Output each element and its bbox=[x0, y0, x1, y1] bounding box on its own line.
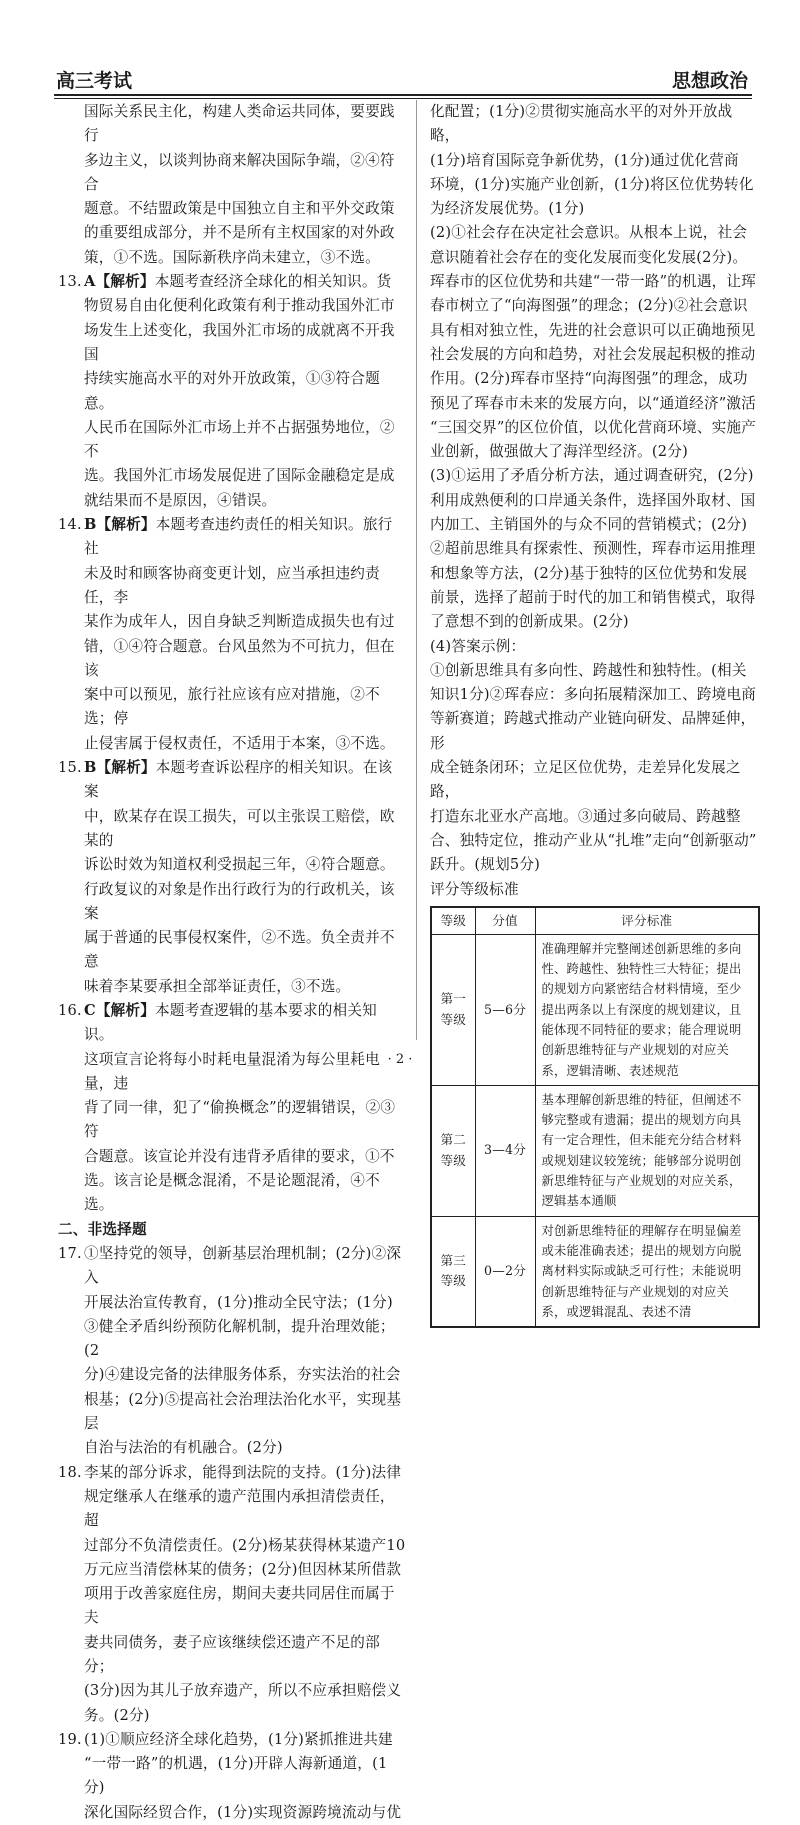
question-number: 17. bbox=[58, 1244, 82, 1262]
question-18 bbox=[58, 1461, 406, 1728]
answer-key: C【解析】 bbox=[84, 1001, 155, 1019]
criteria-cell: 对创新思维特征的理解存在明显偏差或未能准确表述；提出的规划方向脱离材料实际或缺乏可行性；未能说明创新思维特征与产业规划的对应关系，或逻辑混乱、表述不清 bbox=[535, 1216, 759, 1327]
text-line: 案中可以预见，旅行社应该有应对措施，②不选；停 bbox=[84, 686, 380, 728]
text-line: 持续实施高水平的对外开放政策，①③符合题意。 bbox=[84, 370, 380, 412]
text-line: 前景，选择了超前于时代的加工和销售模式，取得 bbox=[430, 588, 756, 606]
q12-continuation bbox=[58, 100, 406, 270]
text-line: 物贸易自由化便利化政策有利于推动我国外汇市 bbox=[84, 297, 395, 315]
text-line: 本题考查经济全球化的相关知识。货 bbox=[154, 273, 392, 291]
text-line: 策，①不选。国际新秩序尚未建立，③不选。 bbox=[84, 248, 380, 266]
question-number: 19. bbox=[58, 1730, 82, 1748]
text-line: 了意想不到的创新成果。(2分) bbox=[430, 613, 629, 631]
text-line: 开展法治宣传教育，(1分)推动全民守法；(1分) bbox=[84, 1293, 393, 1311]
text-line: 合、独特定位，推动产业从“扎堆”走向“创新驱动” bbox=[430, 831, 757, 849]
header-rule-thin bbox=[54, 98, 752, 99]
text-line: 国际关系民主化，构建人类命运共同体，要要践行 bbox=[84, 103, 395, 145]
text-line: 选。我国外汇市场发展促进了国际金融稳定是成 bbox=[84, 467, 395, 485]
text-line: 行政复议的对象是作出行政行为的行政机关，该案 bbox=[84, 880, 395, 922]
text-line: 妻共同债务，妻子应该继续偿还遗产不足的部分； bbox=[84, 1633, 380, 1675]
text-line: 打造东北亚水产高地。③通过多向破局、跨越整 bbox=[430, 807, 741, 825]
text-line: 为经济发展优势。(1分) bbox=[430, 200, 585, 218]
text-line: ①创新思维具有多向性、跨越性和独特性。(相关 bbox=[430, 661, 747, 679]
level-cell: 第二等级 bbox=[431, 1085, 475, 1216]
text-line: 这项宣言论将每小时耗电量混淆为每公里耗电量，违 bbox=[84, 1050, 380, 1092]
text-line: 化配置；(1分)②贯彻实施高水平的对外开放战略， bbox=[430, 103, 733, 145]
grading-table-wrap bbox=[430, 906, 760, 1328]
text-line: 合题意。该宣论并没有违背矛盾律的要求，①不 bbox=[84, 1147, 395, 1165]
left-column bbox=[58, 100, 406, 1825]
criteria-cell: 准确理解并完整阐述创新思维的多向性、跨越性、独特性三大特征；提出的规划方向紧密结合材料情境，至少提出两条以上有深度的规划建议，且能体现不同特征的要求；能合理说明创新思维特征与产业规划的对应关系，逻辑清晰、表述规范 bbox=[535, 934, 759, 1085]
text-line: 预见了珲春市未来的发展方向，以“通道经济”激活 bbox=[430, 394, 756, 412]
text-line: 分)④建设完备的法律服务体系，夯实法治的社会 bbox=[84, 1366, 401, 1384]
question-15 bbox=[58, 756, 406, 999]
text-line: 社会发展的方向和趋势，对社会发展起积极的推动 bbox=[430, 345, 756, 363]
text-line: 本题考查逻辑的基本要求的相关知识。 bbox=[84, 1001, 377, 1044]
text-line: 背了同一律，犯了“偷换概念”的逻辑错误，②③符 bbox=[84, 1099, 396, 1141]
right-column bbox=[430, 100, 760, 1328]
section-heading: 二、非选择题 bbox=[58, 1220, 147, 1238]
question-16 bbox=[58, 999, 406, 1218]
text-line: “一带一路”的机遇，(1分)开辟人海新通道，(1分) bbox=[84, 1755, 388, 1797]
text-line: 题意。不结盟政策是中国独立自主和平外交政策 bbox=[84, 200, 395, 218]
q19-part1-continuation bbox=[430, 100, 760, 221]
answer-key: B【解析】 bbox=[84, 516, 156, 534]
text-line: 多边主义，以谈判协商来解决国际争端，②④符合 bbox=[84, 151, 395, 193]
text-line: 具有相对独立性，先进的社会意识可以正确地预见 bbox=[430, 321, 756, 339]
level-cell: 第一等级 bbox=[431, 934, 475, 1085]
column-header: 分值 bbox=[475, 907, 535, 935]
header-rule bbox=[54, 94, 752, 96]
text-line: 意识随着社会存在的变化发展而变化发展(2分)。 bbox=[430, 248, 748, 266]
text-line: 规定继承人在继承的遗产范围内承担清偿责任，超 bbox=[84, 1487, 395, 1530]
text-line: 就结果而不是原因，④错误。 bbox=[84, 491, 277, 509]
table-header-row bbox=[431, 907, 759, 935]
text-line: 自治与法治的有机融合。(2分) bbox=[84, 1439, 283, 1457]
question-number: 14. bbox=[58, 516, 82, 534]
criteria-cell: 基本理解创新思维的特征，但阐述不够完整或有遗漏；提出的规划方向具有一定合理性，但未能充分结合材料或规划建议较笼统；能够部分说明创新思维特征与产业规划的对应关系，逻辑基本通顺 bbox=[535, 1085, 759, 1216]
text-line: 人民币在国际外汇市场上并不占据强势地位，②不 bbox=[84, 418, 395, 461]
subject-title: 思想政治 bbox=[671, 70, 748, 92]
text-line: 的重要组成部分，并不是所有主权国家的对外政 bbox=[84, 224, 395, 242]
text-line: 未及时和顾客协商变更计划，应当承担违约责任，李 bbox=[84, 564, 380, 606]
text-line: “三国交界”的区位价值，以优化营商环境、实施产 bbox=[430, 418, 756, 436]
text-line: 深化国际经贸合作，(1分)实现资源跨境流动与优 bbox=[84, 1803, 402, 1821]
text-line: 业创新，做强做大了海洋型经济。(2分) bbox=[430, 443, 688, 461]
text-line: (1)①顺应经济全球化趋势，(1分)紧抓推进共建 bbox=[84, 1730, 393, 1748]
text-line: 属于普通的民事侵权案件，②不选。负全责并不意 bbox=[84, 929, 395, 971]
question-17 bbox=[58, 1242, 406, 1461]
text-line: 成全链条闭环；立足区位优势，走差异化发展之路， bbox=[430, 759, 741, 801]
text-line: (3分)因为其儿子放弃遗产，所以不应承担赔偿义 bbox=[84, 1682, 402, 1700]
text-line: (1分)培育国际竞争新优势，(1分)通过优化营商 bbox=[430, 151, 739, 169]
text-line: 止侵害属于侵权责任，不适用于本案，③不选。 bbox=[84, 734, 395, 752]
question-13 bbox=[58, 270, 406, 513]
text-line: (4)答案示例： bbox=[430, 637, 526, 655]
score-cell: 0—2分 bbox=[475, 1216, 535, 1327]
column-divider bbox=[416, 100, 417, 1040]
text-line: 李某的部分诉求，能得到法院的支持。(1分)法律 bbox=[84, 1463, 402, 1481]
text-line: 作用。(2分)珲春市坚持“向海图强”的理念，成功 bbox=[430, 370, 748, 388]
text-line: 选。该言论是概念混淆，不是论题混淆，④不选。 bbox=[84, 1172, 380, 1214]
table-title: 评分等级标准 bbox=[430, 880, 519, 898]
text-line: 内加工、主销国外的与众不同的营销模式；(2分) bbox=[430, 516, 748, 534]
text-line: 务。(2分) bbox=[84, 1706, 150, 1724]
column-header: 等级 bbox=[431, 907, 475, 935]
text-line: 春市树立了“向海图强”的理念；(2分)②社会意识 bbox=[430, 297, 748, 315]
text-line: ②超前思维具有探索性、预测性，珲春市运用推理 bbox=[430, 540, 756, 558]
text-line: 知识1分)②珲春应：多向拓展精深加工、跨境电商 bbox=[430, 686, 757, 704]
text-line: 项用于改善家庭住房，期间夫妻共同居住而属于夫 bbox=[84, 1585, 395, 1627]
text-line: 某作为成年人，因自身缺乏判断造成损失也有过 bbox=[84, 613, 395, 631]
answer-key: A【解析】 bbox=[84, 273, 155, 291]
question-number: 16. bbox=[58, 1001, 82, 1019]
grading-table bbox=[430, 906, 760, 1328]
q19-part3 bbox=[430, 464, 760, 634]
text-line: 跃升。(规划5分) bbox=[430, 856, 541, 874]
text-line: 和想象等方法，(2分)基于独特的区位优势和发展 bbox=[430, 564, 748, 582]
text-line: (3)①运用了矛盾分析方法，通过调查研究，(2分) bbox=[430, 467, 754, 485]
text-line: 本题考查诉讼程序的相关知识。在该案 bbox=[84, 759, 393, 801]
text-line: 环境，(1分)实施产业创新，(1分)将区位优势转化 bbox=[430, 175, 754, 193]
q19-part2 bbox=[430, 221, 760, 464]
table-row bbox=[431, 1216, 759, 1327]
text-line: (2)①社会存在决定社会意识。从根本上说，社会 bbox=[430, 224, 748, 242]
text-line: 本题考查违约责任的相关知识。旅行社 bbox=[84, 516, 393, 558]
text-line: 中，欧某存在误工损失，可以主张误工赔偿，欧某的 bbox=[84, 807, 395, 849]
question-number: 13. bbox=[58, 273, 82, 291]
text-line: 错，①④符合题意。台风虽然为不可抗力，但在该 bbox=[84, 637, 395, 679]
score-cell: 3—4分 bbox=[475, 1085, 535, 1216]
answer-key: B【解析】 bbox=[84, 759, 156, 777]
page-number: · 2 · bbox=[387, 1052, 413, 1067]
question-14 bbox=[58, 513, 406, 756]
text-line: 味着李某要承担全部举证责任，③不选。 bbox=[84, 977, 351, 995]
question-number: 15. bbox=[58, 759, 82, 777]
column-header: 评分标准 bbox=[535, 907, 759, 935]
text-line: 利用成熟便利的口岸通关条件，选择国外取材、国 bbox=[430, 491, 756, 509]
text-line: 诉讼时效为知道权利受损起三年，④符合题意。 bbox=[84, 856, 395, 874]
question-19 bbox=[58, 1728, 406, 1825]
text-line: 等新赛道；跨越式推动产业链向研发、品牌延伸，形 bbox=[430, 710, 756, 752]
text-line: ①坚持党的领导，创新基层治理机制；(2分)②深入 bbox=[84, 1244, 402, 1287]
table-row bbox=[431, 1085, 759, 1216]
text-line: 过部分不负清偿责任。(2分)杨某获得林某遗产10 bbox=[84, 1536, 406, 1554]
question-number: 18. bbox=[58, 1463, 82, 1481]
exam-title: 高三考试 bbox=[56, 70, 133, 92]
text-line: 根基；(2分)⑤提高社会治理法治化水平，实现基层 bbox=[84, 1390, 402, 1433]
q19-part4 bbox=[430, 635, 760, 878]
text-line: ③健全矛盾纠纷预防化解机制，提升治理效能；(2 bbox=[84, 1317, 395, 1360]
text-line: 万元应当清偿林某的债务；(2分)但因林某所借款 bbox=[84, 1560, 402, 1578]
score-cell: 5—6分 bbox=[475, 934, 535, 1085]
level-cell: 第三等级 bbox=[431, 1216, 475, 1327]
text-line: 场发生上述变化，我国外汇市场的成就离不开我国 bbox=[84, 321, 395, 363]
text-line: 珲春市的区位优势和共建“一带一路”的机遇，让珲 bbox=[430, 273, 756, 291]
